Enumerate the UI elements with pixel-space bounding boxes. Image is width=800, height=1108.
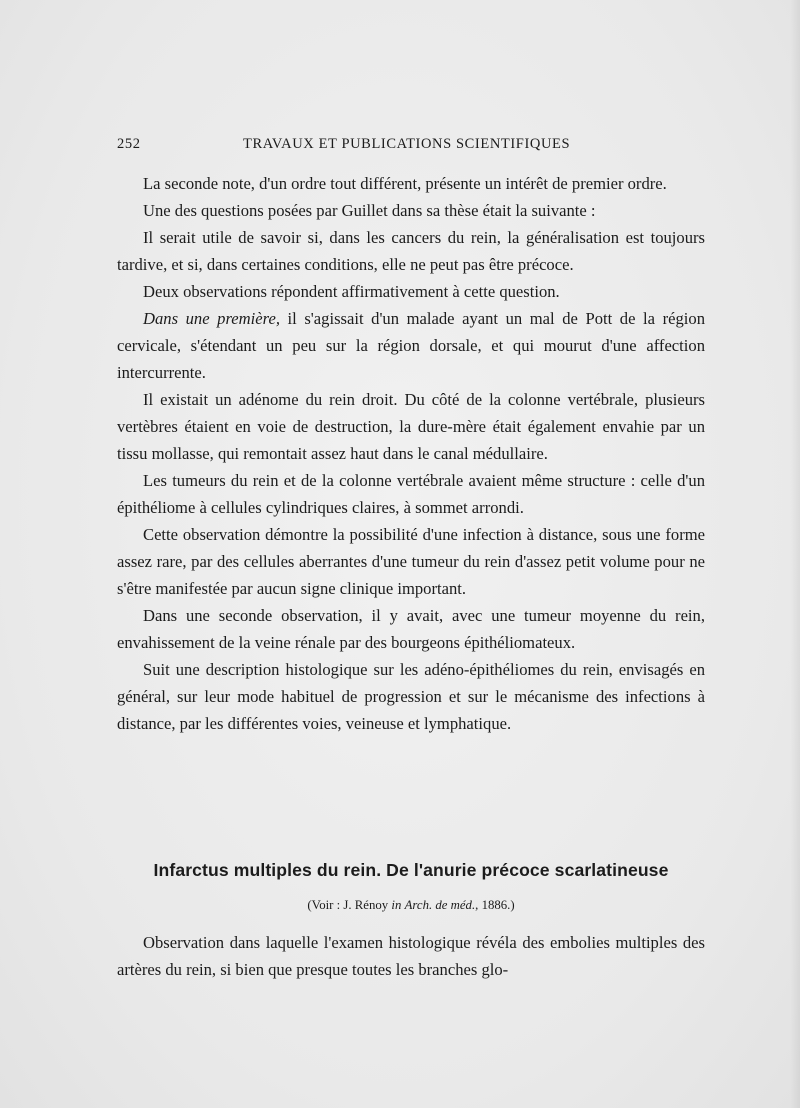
paragraph: Deux observations répondent affirmativement à cette question.	[143, 282, 560, 301]
paragraph: Il serait utile de savoir si, dans les cancers du rein, la généralisation est toujours tardive, et si, dans certaines conditions, elle ne peut pas être précoce.	[117, 228, 705, 274]
paragraph: Observation dans laquelle l'examen histologique révéla des embolies multiples des artères du rein, si bien que presque toutes les branches glo-	[117, 933, 705, 979]
running-title: TRAVAUX ET PUBLICATIONS SCIENTIFIQUES	[243, 136, 571, 152]
reference-close: , 1886.)	[475, 898, 515, 912]
paragraph: Dans une seconde observation, il y avait, avec une tumeur moyenne du rein, envahissement de la veine rénale par des bourgeons épithéliomateux.	[117, 606, 705, 652]
body-text	[117, 170, 705, 737]
section-title: Infarctus multiples du rein. De l'anurie précoce scarlatineuse	[153, 860, 669, 880]
running-header	[117, 136, 705, 156]
paragraph: Suit une description histologique sur les adéno-épithéliomes du rein, envisagés en général, sur leur mode habituel de progression et sur le mécanisme des infections à distance, par les différentes voies, veineuse et lymphatique.	[117, 660, 705, 733]
paragraph: Il existait un adénome du rein droit. Du côté de la colonne vertébrale, plusieurs vertèbres étaient en voie de destruction, la dure-mère était également envahie par un tissu mollasse, qui remontait assez haut dans le canal médullaire.	[117, 390, 705, 463]
paragraph: La seconde note, d'un ordre tout différent, présente un intérêt de premier ordre.	[143, 174, 667, 193]
section-body	[117, 929, 705, 983]
paragraph: Une des questions posées par Guillet dans sa thèse était la suivante :	[143, 201, 596, 220]
reference-open: (Voir : J. Rénoy	[307, 898, 392, 912]
page-number: 252	[117, 136, 141, 152]
paragraph-text: il s'agissait d'un malade ayant un mal de Pott de la région cervicale, s'étendant un peu sur la région dorsale, et qui mourut d'une affection intercurrente.	[117, 309, 705, 382]
reference-journal: Arch. de méd.	[404, 898, 476, 912]
italic-lead: Dans une première,	[143, 309, 280, 328]
page-edge-shadow	[790, 0, 800, 1108]
paragraph: Cette observation démontre la possibilité d'une infection à distance, sous une forme assez rare, par des cellules aberrantes d'une tumeur du rein d'assez petit volume pour ne s'être manifestée par aucun signe clinique important.	[117, 525, 705, 598]
paragraph: Les tumeurs du rein et de la colonne vertébrale avaient même structure : celle d'un épithéliome à cellules cylindriques claires, à sommet arrondi.	[117, 471, 705, 517]
section-reference	[117, 898, 705, 913]
reference-in: in	[391, 898, 402, 912]
paragraph	[117, 305, 705, 386]
